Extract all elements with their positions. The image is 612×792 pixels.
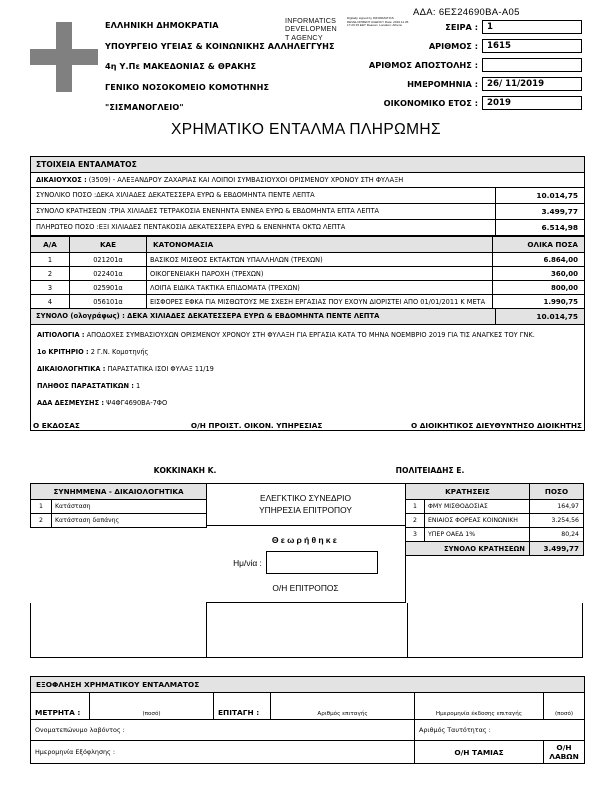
signature-names-row [30, 466, 583, 475]
attachments-title: ΣΥΝΗΜΜΕΝΑ - ΔΙΚΑΙΟΛΟΓΗΤΙΚΑ [31, 484, 206, 500]
org-line-5: "ΣΙΣΜΑΝΟΓΛΕΙΟ" [105, 102, 184, 112]
deductions-col-amount: ΠΟΣΟ [530, 484, 584, 500]
row-3-amount: 800,00 [493, 281, 585, 295]
field-imerominia-value[interactable]: 26/ 11/2019 [482, 77, 582, 91]
court-line-1: ΕΛΕΓΚΤΙΚΟ ΣΥΝΕΔΡΙΟ [260, 493, 351, 503]
cheque-amount-sub: (ποσό) [554, 711, 574, 717]
deduction-3-number: 3 [406, 528, 425, 542]
deduction-3-amount: 80,24 [530, 528, 584, 542]
org-line-3: 4η Υ.Πε ΜΑΚΕΔΟΝΙΑΣ & ΘΡΑΚΗΣ [105, 61, 257, 71]
deduction-3-name: ΥΠΕΡ ΟΑΕΔ 1% [425, 528, 530, 542]
payable-amount-label: ΠΛΗΡΩΤΕΟ ΠΟΣΟ : [36, 223, 99, 231]
signature-title-dioikitikos: Ο ΔΙΟΙΚΗΤΙΚΟΣ ΔΙΕΥΘΥΝΤΗΣ [410, 421, 529, 431]
entalma-details-frame [30, 156, 585, 431]
kritirio-label: 1ο ΚΡΙΤΗΡΙΟ : [37, 348, 89, 357]
dikaiologitika-label: ΔΙΚΑΙΟΛΟΓΗΤΙΚΑ : [37, 365, 106, 374]
deductions-col-name: ΚΡΑΤΗΣΕΙΣ [406, 484, 530, 500]
ada-header [413, 7, 520, 18]
court-line-2: ΥΠΗΡΕΣΙΑ ΕΠΙΤΡΟΠΟΥ [259, 505, 352, 515]
kritirio-text: 2 Γ.Ν. Κομοτηνής [90, 348, 149, 357]
row-1-name: ΒΑΣΙΚΟΣ ΜΙΣΘΟΣ ΕΚΤΑΚΤΩΝ ΥΠΑΛΛΗΛΩΝ (ΤΡΕΧΩΝ) [147, 253, 493, 267]
org-line-2: ΥΠΟΥΡΓΕΙΟ ΥΓΕΙΑΣ & ΚΟΙΝΩΝΙΚΗΣ ΑΛΛΗΛΕΓΓΥΗΣ [105, 40, 335, 51]
cheque-label: ΕΠΙΤΑΓΗ : [214, 693, 271, 720]
plithos-text: 1 [136, 382, 141, 391]
middle-empty-box [30, 603, 583, 658]
row-4-aa: 4 [31, 295, 70, 309]
org-line-1: ΕΛΛΗΝΙΚΗ ΔΗΜΟΚΡΑΤΙΑ [105, 20, 219, 30]
field-arithmos-apostolis-value[interactable] [482, 58, 582, 72]
col-aa: Α/Α [31, 237, 70, 253]
settlement-row-3 [31, 741, 584, 764]
aitiologia-label: ΑΙΤΙΟΛΟΓΙΑ : [37, 331, 85, 339]
theorithike-label: Θεωρήθηκε [271, 535, 340, 545]
stamp-agency-name [285, 17, 337, 42]
field-seira-label: ΣΕΙΡΑ : [445, 21, 478, 32]
cash-amount-sub: (ποσό) [142, 711, 161, 717]
field-imerominia [338, 76, 582, 91]
middle-box-divider-1 [206, 603, 207, 657]
field-imerominia-label: ΗΜΕΡΟΜΗΝΙΑ : [407, 78, 478, 89]
table-row [406, 528, 583, 542]
grand-total-label: ΣΥΝΟΛΟ (ολογράφως) : ΔΕΚΑ ΧΙΛΙΑΔΕΣ ΔΕΚΑΤΕΣΣΕΡΑ ΕΥΡΩ & ΕΒΔΟΜΗΝΤΑ ΠΕΝΤΕ ΛΕΠΤΑ [36, 312, 380, 320]
table-row [31, 253, 584, 267]
ada-desmeysis-label: ΑΔΑ ΔΕΣΜΕΥΣΗΣ : [37, 399, 105, 408]
row-4-amount: 1.990,75 [493, 295, 585, 309]
stamp-line-2: DEVELOPMEN [285, 24, 337, 34]
court-date-row [206, 551, 405, 574]
deduction-2-name: ΕΝΙΑΙΟΣ ΦΟΡΕΑΣ ΚΟΙΝΩΝΙΚΗ [425, 514, 530, 528]
deductions-total-label: ΣΥΝΟΛΟ ΚΡΑΤΗΣΕΩΝ [406, 542, 530, 556]
signature-title-dioikitis: Ο ΔΙΟΙΚΗΤΗΣ [528, 421, 582, 431]
cashier-label: Ο/Η ΤΑΜΙΑΣ [415, 741, 544, 764]
settlement-row-2 [31, 720, 584, 741]
section-title-stoixeia: ΣΤΟΙΧΕΙΑ ΕΝΤΑΛΜΑΤΟΣ [31, 157, 584, 173]
payable-amount-words: ΕΞΙ ΧΙΛΙΑΔΕΣ ΠΕΝΤΑΚΟΣΙΑ ΔΕΚΑΤΕΣΣΕΡΑ ΕΥΡΩ & ΕΝΕΝΗΝΤΑ ΟΚΤΩ ΛΕΠΤΑ [98, 223, 346, 231]
table-row [406, 514, 583, 528]
recipient-label[interactable]: Ονοματεπώνυμο λαβόντος : [31, 720, 415, 741]
stamp-details: Digitally signed by INFORMATICS DEVELOPMENT AGENCY Date: 2019.11.26 17:20:15 EET Reason: Location: Athens [347, 16, 409, 28]
row-2-name: ΟΙΚΟΓΕΝΕΙΑΚΗ ΠΑΡΟΧΗ (ΤΡΕΧΩΝ) [147, 267, 493, 281]
attachments-table [30, 483, 207, 528]
stamp-line-1: INFORMATICS [285, 16, 337, 25]
dikaiologitika-text: ΠΑΡΑΣΤΑΤΙΚΑ ΙΣΟΙ ΦΥΛΑΞ 11/19 [107, 365, 214, 374]
table-row [31, 281, 584, 295]
row-1-aa: 1 [31, 253, 70, 267]
cheque-date-sub: Ημερομηνία έκδοσης επιταγής [435, 711, 523, 717]
deduction-1-number: 1 [406, 500, 425, 514]
page-title: ΧΡΗΜΑΤΙΚΟ ΕΝΤΑΛΜΑ ΠΛΗΡΩΜΗΣ [171, 121, 441, 138]
plithos-label: ΠΛΗΘΟΣ ΠΑΡΑΣΤΑΤΙΚΩΝ : [37, 382, 134, 391]
row-2-kae: 022401α [70, 267, 147, 281]
total-amount-words: ΔΕΚΑ ΧΙΛΙΑΔΕΣ ΔΕΚΑΤΕΣΣΕΡΑ ΕΥΡΩ & ΕΒΔΟΜΗΝΤΑ ΠΕΝΤΕ ΛΕΠΤΑ [96, 191, 315, 199]
beneficiary-row [31, 173, 584, 188]
deduction-1-name: ΦΜΥ ΜΙΣΘΟΔΟΣΙΑΣ [425, 500, 530, 514]
row-2-aa: 2 [31, 267, 70, 281]
stamp-line-3: T AGENCY [285, 32, 323, 42]
cheque-number-sub: Αριθμός επιταγής [317, 711, 368, 717]
middle-box-divider-2 [407, 603, 408, 657]
deduction-2-number: 2 [406, 514, 425, 528]
row-1-kae: 021201α [70, 253, 147, 267]
cash-amount-cell[interactable] [90, 693, 214, 720]
payable-amount-value: 6.514,98 [495, 220, 584, 235]
aitiologia-row [37, 330, 578, 342]
total-amount-row [31, 188, 584, 204]
receiver-label: Ο/Η ΛΑΒΩΝ [549, 743, 579, 761]
field-seira [338, 16, 582, 34]
field-oikonomiko-etos [338, 95, 582, 110]
id-label[interactable]: Αριθμός Ταυτότητας : [415, 720, 585, 741]
court-approval-box [206, 483, 406, 603]
cheque-number-cell[interactable] [271, 693, 415, 720]
field-arithmos-label: ΑΡΙΘΜΟΣ : [428, 40, 478, 51]
list-item [31, 514, 206, 528]
attachment-1-number: 1 [31, 500, 52, 514]
settlement-row-1 [31, 693, 584, 720]
ada-label: ΑΔΑ: [413, 7, 436, 18]
deductions-total-row [406, 542, 583, 556]
middle-section [30, 483, 583, 658]
grand-total-row [31, 309, 584, 325]
row-3-kae: 025901α [70, 281, 147, 295]
signature-titles-row [31, 417, 584, 430]
signature-name-1: ΚΟΚΚΙΝΑΚΗ Κ. [153, 466, 217, 475]
field-arithmos-value[interactable]: 1615 [482, 39, 582, 53]
cheque-date-cell[interactable] [415, 693, 544, 720]
ada-value: 6ΕΣ24690ΒΑ-Α05 [438, 7, 520, 18]
beneficiary-label: ΔΙΚΑΙΟΥΧΟΣ : [36, 176, 87, 184]
aitiologia-text: ΑΠΟΔΟΧΕΣ ΣΥΜΒΑΣΙΟΥΧΩΝ ΟΡΙΣΜΕΝΟΥ ΧΡΟΝΟΥ ΣΤΗ ΦΥΛΑΞΗ ΓΙΑ ΕΡΓΑΣΙΑ ΚΑΤΑ ΤΟ ΜΗΝΑ ΝΟΕΜΒΡΙΟ 2019 ΓΙΑ ΤΙΣ ΑΝΑΓΚΕΣ ΤΟΥ ΓΝΚ. [86, 331, 535, 339]
total-deductions-value: 3.499,77 [495, 204, 584, 219]
emblem-horizontal-bar [30, 49, 98, 65]
deduction-2-amount: 3.254,56 [530, 514, 584, 528]
list-item [31, 500, 206, 514]
ada-desmeysis-text: Ψ4ΦΓ4690ΒΑ-7ΦΟ [106, 399, 168, 408]
table-row [31, 267, 584, 281]
deductions-header-row [406, 484, 583, 500]
attachment-2-text: Κατάσταση δαπάνης [52, 514, 207, 528]
field-arithmos [338, 38, 582, 53]
total-deductions-label: ΣΥΝΟΛΟ ΚΡΑΤΗΣΕΩΝ : [36, 207, 111, 215]
cash-label: ΜΕΤΡΗΤΑ : [31, 693, 90, 720]
attachment-2-number: 2 [31, 514, 52, 528]
attachment-1-text: Κατάσταση [52, 500, 207, 514]
court-name [206, 484, 405, 516]
signature-title-proist: Ο/Η ΠΡΟΙΣΤ. ΟΙΚΟΝ. ΥΠΗΡΕΣΙΑΣ [190, 421, 323, 431]
court-signer-label: Ο/Η ΕΠΙΤΡΟΠΟΣ [272, 583, 339, 593]
total-deductions-words: ΤΡΙΑ ΧΙΛΙΑΔΕΣ ΤΕΤΡΑΚΟΣΙΑ ΕΝΕΝΗΝΤΑ ΕΝΝΕΑ ΕΥΡΩ & ΕΒΔΟΜΗΝΤΑ ΕΠΤΑ ΛΕΠΤΑ [110, 207, 379, 215]
payable-amount-row [31, 220, 584, 236]
signature-name-2: ΠΟΛΙΤΕΙΑΔΗΣ Ε. [395, 466, 465, 475]
detail-table-header-row [31, 237, 584, 253]
field-oikonomiko-etos-label: ΟΙΚΟΝΟΜΙΚΟ ΕΤΟΣ : [383, 97, 478, 108]
row-4-kae: 056101α [70, 295, 147, 309]
settlement-section [30, 676, 585, 764]
field-seira-value[interactable]: 1 [482, 20, 582, 34]
table-row [31, 295, 584, 309]
field-arithmos-apostolis-label: ΑΡΙΘΜΟΣ ΑΠΟΣΤΟΛΗΣ : [368, 59, 478, 70]
settlement-title: ΕΞΟΦΛΗΣΗ ΧΡΗΜΑΤΙΚΟΥ ΕΝΤΑΛΜΑΤΟΣ [31, 677, 584, 693]
court-date-input[interactable] [266, 551, 378, 574]
row-3-aa: 3 [31, 281, 70, 295]
row-3-name: ΛΟΙΠΑ ΕΙΔΙΚΑ ΤΑΚΤΙΚΑ ΕΠΙΔΟΜΑΤΑ (ΤΡΕΧΩΝ) [147, 281, 493, 295]
col-katonomasia: ΚΑΤΟΝΟΜΑΣΙΑ [147, 237, 493, 253]
col-kae: ΚΑΕ [70, 237, 147, 253]
col-olika-posa: ΟΛΙΚΑ ΠΟΣΑ [493, 237, 585, 253]
ada-desmeysis-row [37, 398, 578, 410]
total-amount-value: 10.014,75 [495, 188, 584, 203]
deduction-1-amount: 164,97 [530, 500, 584, 514]
total-amount-label: ΣΥΝΟΛΙΚΟ ΠΟΣΟ : [36, 191, 97, 199]
greek-cross-emblem-icon [30, 22, 98, 92]
total-deductions-row [31, 204, 584, 220]
payment-date-label[interactable]: Ημερομηνία Εξόφλησης : [31, 741, 415, 764]
table-row [406, 500, 583, 514]
field-arithmos-apostolis [338, 57, 582, 72]
field-oikonomiko-etos-value[interactable]: 2019 [482, 96, 582, 110]
deductions-table [406, 483, 584, 556]
court-date-label: Ημ/νία : [233, 557, 262, 568]
grand-total-amount: 10.014,75 [495, 309, 584, 324]
kritirio-row [37, 347, 578, 359]
plithos-row [37, 381, 578, 393]
row-1-amount: 6.864,00 [493, 253, 585, 267]
cheque-amount-cell[interactable] [544, 693, 585, 720]
row-4-name: ΕΙΣΦΟΡΕΣ ΕΦΚΑ ΓΙΑ ΜΙΣΘΩΤΟΥΣ ΜΕ ΣΧΕΣΗ ΕΡΓΑΣΙΑΣ ΠΟΥ ΕΧΟΥΝ ΔΙΟΡΙΣΤΕΙ ΑΠΟ 01/01/2011 Κ ΜΕΤΑ [147, 295, 493, 309]
org-line-4: ΓΕΝΙΚΟ ΝΟΣΟΚΟΜΕΙΟ ΚΟΜΟΤΗΝΗΣ [105, 81, 270, 92]
detail-table [31, 236, 584, 309]
signature-title-ekdosas: Ο ΕΚΔΟΣΑΣ [33, 421, 80, 431]
row-2-amount: 360,00 [493, 267, 585, 281]
dikaiologitika-row [37, 364, 578, 376]
beneficiary-value: (3509) - ΑΛΕΞΑΝΔΡΟΥ ΖΑΧΑΡΙΑΣ ΚΑΙ ΛΟΙΠΟΙ ΣΥΜΒΑΣΙΟΥΧΟΙ ΟΡΙΣΜΕΝΟΥ ΧΡΟΝΟΥ ΣΤΗ ΦΥΛΑΞΗ [88, 176, 404, 184]
deductions-total-amount: 3.499,77 [530, 542, 584, 556]
reason-block [31, 325, 584, 417]
